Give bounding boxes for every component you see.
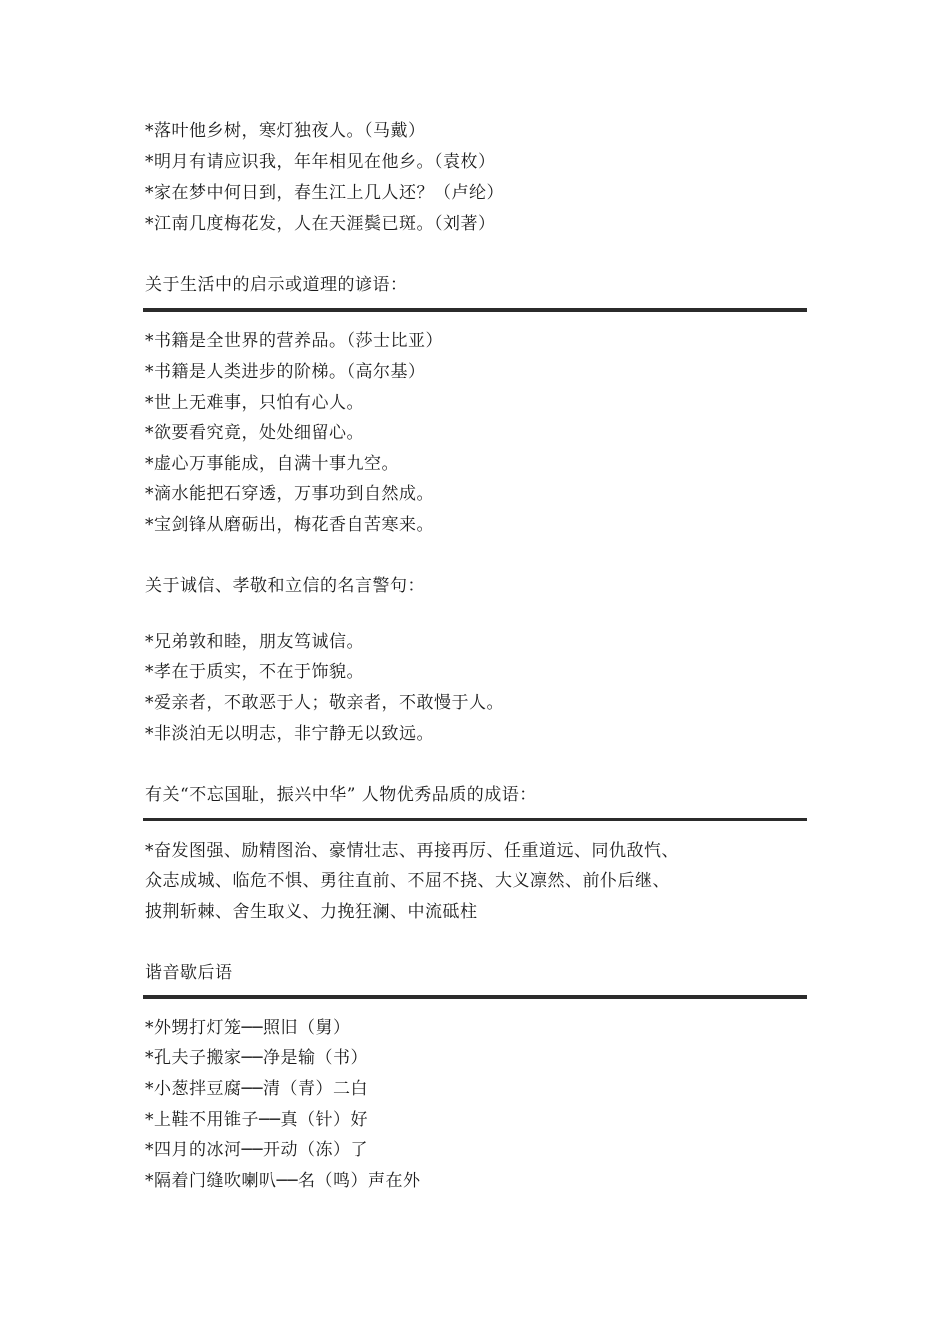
xiehouyu-line: *隔着门缝吹喇叭──名（鸣）声在外 bbox=[145, 1171, 421, 1191]
poem-line: *明月有请应识我，年年相见在他乡。（袁枚） bbox=[145, 152, 496, 172]
section-divider bbox=[143, 995, 807, 999]
quote-line: *非淡泊无以明志，非宁静无以致远。 bbox=[145, 724, 434, 744]
section-divider bbox=[143, 308, 807, 312]
quote-line: *孝在于质实，不在于饰貌。 bbox=[145, 662, 364, 682]
proverb-line: *虚心万事能成，自满十事九空。 bbox=[145, 454, 399, 474]
xiehouyu-line: *外甥打灯笼──照旧（舅） bbox=[145, 1018, 351, 1038]
quote-line: *爱亲者，不敢恶于人；敬亲者，不敢慢于人。 bbox=[145, 693, 504, 713]
proverb-line: *书籍是人类进步的阶梯。（高尔基） bbox=[145, 362, 426, 382]
proverb-line: *书籍是全世界的营养品。（莎士比亚） bbox=[145, 331, 443, 351]
idiom-line: 众志成城、临危不惧、勇往直前、不屈不挠、大义凛然、前仆后继、 bbox=[145, 871, 670, 891]
proverb-line: *欲要看究竟，处处细留心。 bbox=[145, 423, 364, 443]
quote-line: *兄弟敦和睦，朋友笃诚信。 bbox=[145, 632, 364, 652]
section-heading-integrity: 关于诚信、孝敬和立信的名言警句： bbox=[145, 576, 425, 596]
proverb-line: *滴水能把石穿透，万事功到自然成。 bbox=[145, 484, 434, 504]
proverb-line: *宝剑锋从磨砺出，梅花香自苦寒来。 bbox=[145, 515, 434, 535]
idiom-line: *奋发图强、励精图治、豪情壮志、再接再厉、任重道远、同仇敌忾、 bbox=[145, 841, 679, 861]
proverb-line: *世上无难事，只怕有心人。 bbox=[145, 393, 364, 413]
xiehouyu-line: *上鞋不用锥子──真（针）好 bbox=[145, 1110, 368, 1130]
poem-line: *江南几度梅花发，人在天涯鬓已斑。（刘著） bbox=[145, 214, 496, 234]
xiehouyu-line: *孔夫子搬家──净是输（书） bbox=[145, 1048, 368, 1068]
xiehouyu-line: *小葱拌豆腐──清（青）二白 bbox=[145, 1079, 368, 1099]
section-divider bbox=[143, 818, 807, 821]
poem-line: *家在梦中何日到，春生江上几人还？（卢纶） bbox=[145, 183, 504, 203]
section-heading-idioms: 有关“不忘国耻，振兴中华” 人物优秀品质的成语： bbox=[145, 785, 537, 805]
poem-line: *落叶他乡树，寒灯独夜人。（马戴） bbox=[145, 121, 426, 141]
section-heading-xiehouyu: 谐音歇后语 bbox=[145, 963, 233, 983]
xiehouyu-line: *四月的冰河──开动（冻）了 bbox=[145, 1140, 368, 1160]
section-heading-proverbs: 关于生活中的启示或道理的谚语： bbox=[145, 275, 408, 295]
idiom-line: 披荆斩棘、舍生取义、力挽狂澜、中流砥柱 bbox=[145, 902, 478, 922]
